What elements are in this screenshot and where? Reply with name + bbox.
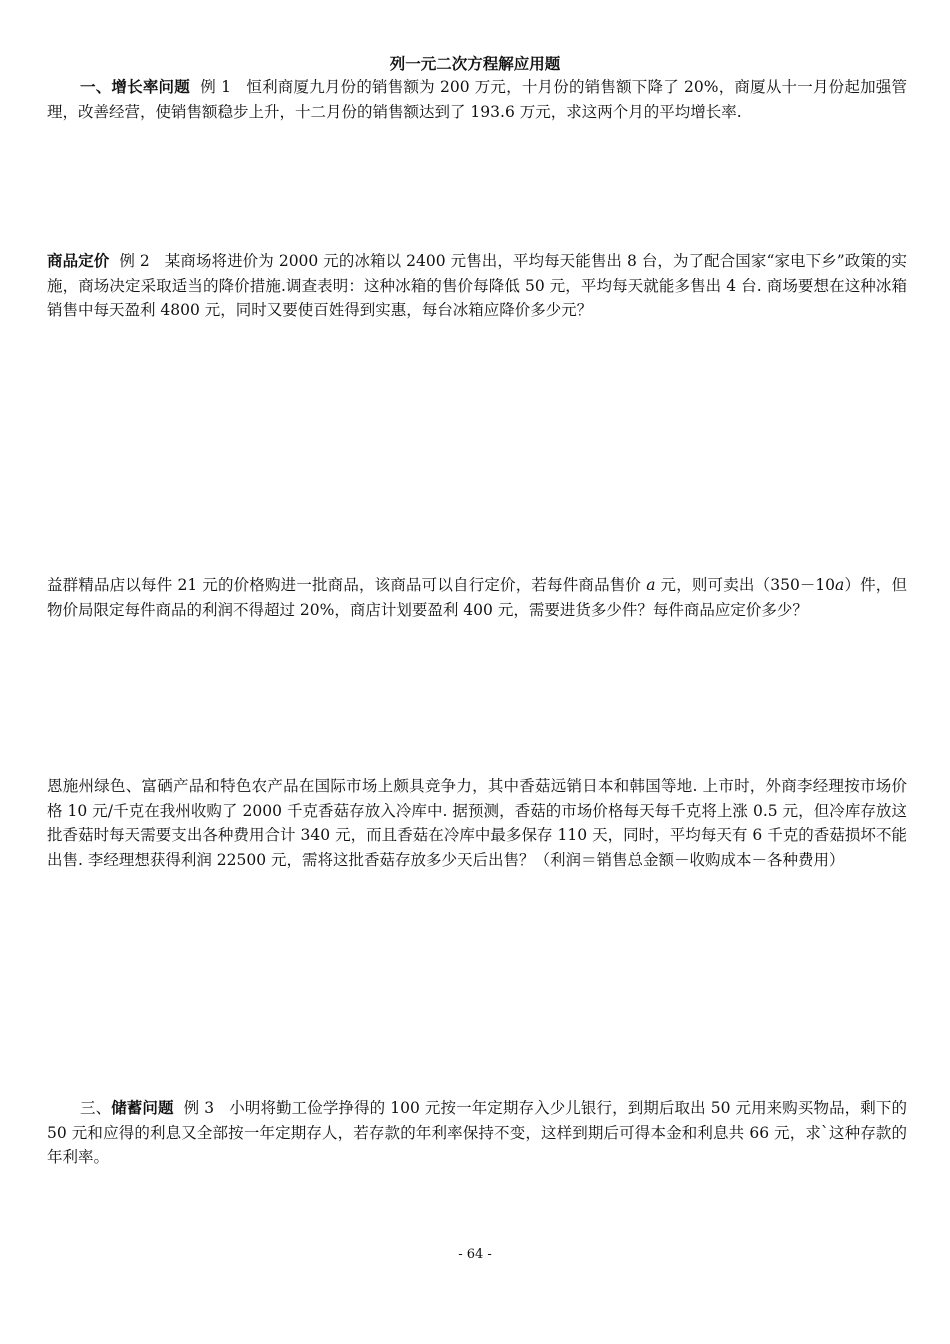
example-label-3: 例 3 [183,1099,215,1117]
problem-3-text-c: ）件，但物价局限定每件商品的利润不得超过 20%，商店计划要盈利 400 元，需要进货多少件？每件商品应定价多少？ [47,576,907,619]
problem-3-text-a: 益群精品店以每件 21 元的价格购进一批商品，该商品可以自行定价，若每件商品售价 [47,576,647,594]
page-title: 列一元二次方程解应用题 [389,55,561,73]
example-label-1: 例 1 [200,78,231,96]
example-text-1: 恒利商厦九月份的销售额为 200 万元，十月份的销售额下降了 20%，商厦从十一月份起加强管理，改善经营，使销售额稳步上升，十二月份的销售额达到了 193.6 万元，求这两个月的平均增长率. [47,78,908,121]
example-label-2: 例 2 [119,252,150,270]
section-heading-growth-rate: 一、增长率问题 [80,78,190,96]
problem-boutique [47,573,907,622]
example-text-2: 某商场将进价为 2000 元的冰箱以 2400 元售出，平均每天能售出 8 台，为了配合国家“家电下乡”政策的实施，商场决定采取适当的降价措施.调查表明：这种冰箱的售价每降低 50 元，平均每天就能多售出 4 台. 商场要想在这种冰箱销售中每天盈利 4800 元，同时又要使百姓得到实惠，每台冰箱应降价多少元？ [47,252,907,319]
example-text-3: 小明将勤工俭学挣得的 100 元按一年定期存入少儿银行，到期后取出 50 元用来购买物品，剩下的 50 元和应得的利息又全部按一年定期存人，若存款的年利率保持不变，这样到期后可得本金和利息共 66 元，求`这种存款的年利率。 [47,1099,907,1166]
section-growth-rate [47,75,907,124]
section-pricing [47,249,907,323]
page-number: - 64 - [458,1247,492,1262]
problem-mushroom [47,774,907,872]
variable-a: a [835,576,845,594]
variable-a: a [646,576,656,594]
problem-3-text-b: 元，则可卖出（350－10 [655,576,836,594]
problem-4-text: 恩施州绿色、富硒产品和特色农产品在国际市场上颇具竞争力，其中香菇远销日本和韩国等地. 上市时，外商李经理按市场价格 10 元/千克在我州收购了 2000 千克香菇存放入冷库中. 据预测，香菇的市场价格每天每千克将上涨 0.5 元，但冷库存放这批香菇时每天需要支出各种费用合计 340 元，而且香菇在冷库中最多保存 110 天，同时，平均每天有 6 千克的香菇损坏不能出售. 李经理想获得利润 22500 元，需将这批香菇存放多少天后出售？（利润＝销售总金额－收购成本－各种费用） [47,777,907,869]
section-heading-savings: 储蓄问题 [111,1099,174,1117]
section-number-3: 三、 [80,1099,112,1117]
section-savings [47,1096,907,1170]
section-heading-pricing: 商品定价 [47,252,110,270]
